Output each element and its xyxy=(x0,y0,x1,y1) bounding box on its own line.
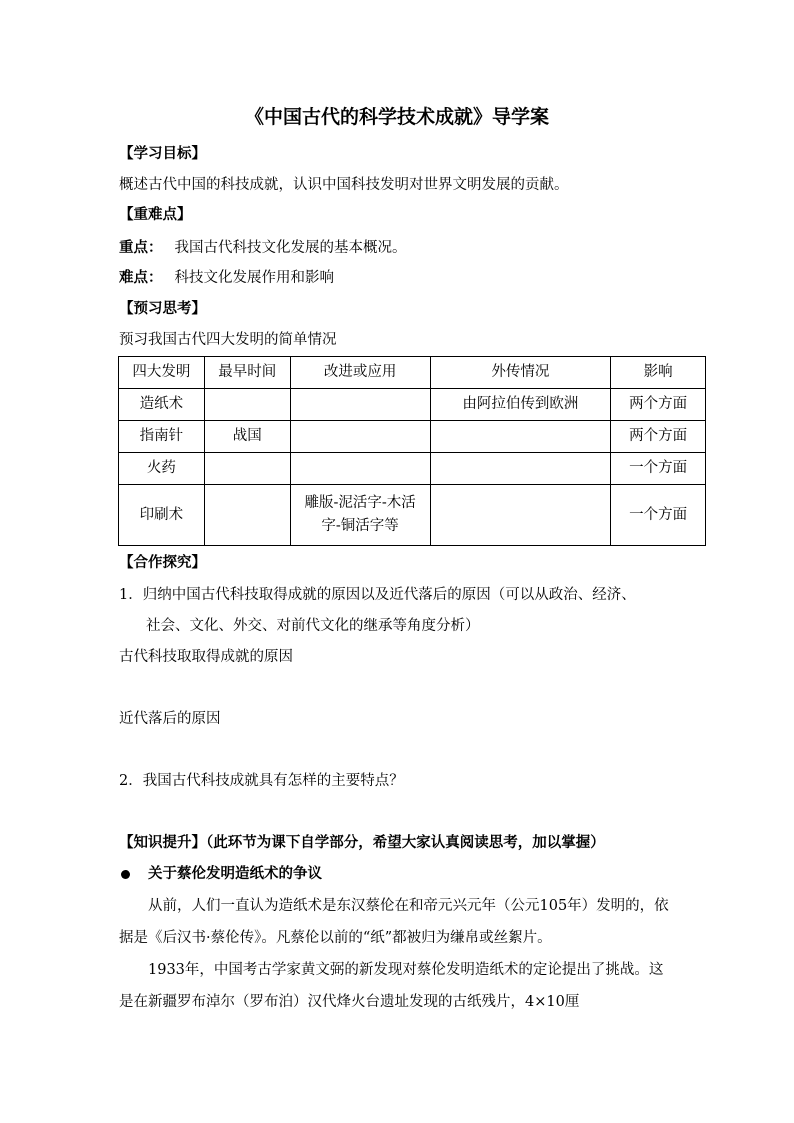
table-cell xyxy=(204,453,290,485)
paragraph-1: 从前，人们一直认为造纸术是东汉蔡伦在和帝元兴元年（公元105年）发明的，依据是《后汉书·蔡伦传》。凡蔡伦以前的“纸”都被归为缣帛或丝絮片。 xyxy=(119,898,669,946)
cooperation-heading: 【合作探究】 xyxy=(119,554,206,571)
table-header-cell: 最早时间 xyxy=(204,357,290,389)
question-1-sub-ancient: 古代科技取取得成就的原因 xyxy=(119,649,293,665)
difficult-point-row xyxy=(119,268,334,288)
table-cell xyxy=(430,485,611,546)
table-cell: 一个方面 xyxy=(611,485,706,546)
bullet-icon xyxy=(121,870,130,879)
table-cell: 一个方面 xyxy=(611,453,706,485)
table-cell: 火药 xyxy=(119,453,205,485)
table-row xyxy=(119,421,706,453)
difficult-point-label: 难点： xyxy=(119,269,163,286)
table-cell: 战国 xyxy=(204,421,290,453)
preview-intro: 预习我国古代四大发明的简单情况 xyxy=(119,332,337,348)
goals-heading: 【学习目标】 xyxy=(119,145,206,162)
key-point-row xyxy=(119,238,407,258)
table-cell: 两个方面 xyxy=(611,421,706,453)
table-header-cell: 外传情况 xyxy=(430,357,611,389)
table-cell xyxy=(290,421,430,453)
table-cell xyxy=(290,389,430,421)
table-row xyxy=(119,453,706,485)
key-point-text: 我国古代科技文化发展的基本概况。 xyxy=(174,240,407,256)
goals-text: 概述古代中国的科技成就，认识中国科技发明对世界文明发展的贡献。 xyxy=(119,177,569,193)
inventions-table xyxy=(118,356,706,546)
table-cell: 两个方面 xyxy=(611,389,706,421)
knowledge-heading-note: （此环节为课下自学部分，希望大家认真阅读思考，加以掌握） xyxy=(206,834,605,851)
table-cell: 由阿拉伯传到欧洲 xyxy=(430,389,611,421)
table-cell xyxy=(290,453,430,485)
key-point-label: 重点： xyxy=(119,239,163,256)
question-1-line-1: 1．归纳中国古代科技取得成就的原因以及近代落后的原因（可以从政治、经济、 xyxy=(119,587,636,603)
knowledge-heading: 【知识提升】 xyxy=(119,834,206,851)
table-header-row xyxy=(119,357,706,389)
question-1-line-2: 社会、文化、外交、对前代文化的继承等角度分析） xyxy=(146,618,480,634)
table-row xyxy=(119,485,706,546)
table-cell xyxy=(204,389,290,421)
preview-heading: 【预习思考】 xyxy=(119,300,206,317)
difficult-point-text: 科技文化发展作用和影响 xyxy=(174,270,334,286)
bullet-title: 关于蔡伦发明造纸术的争议 xyxy=(148,865,322,882)
table-cell: 印刷术 xyxy=(119,485,205,546)
table-cell xyxy=(204,485,290,546)
question-1-sub-modern: 近代落后的原因 xyxy=(119,711,221,727)
table-cell xyxy=(430,421,611,453)
table-cell: 造纸术 xyxy=(119,389,205,421)
table-cell: 指南针 xyxy=(119,421,205,453)
key-points-heading: 【重难点】 xyxy=(119,206,192,223)
knowledge-heading-row xyxy=(119,833,605,853)
paragraph-2: 1933年，中国考古学家黄文弼的新发现对蔡伦发明造纸术的定论提出了挑战。这是在新疆罗布淖尔（罗布泊）汉代烽火台遗址发现的古纸残片，4×10厘 xyxy=(119,962,664,1010)
table-cell: 雕版-泥活字-木活字-铜活字等 xyxy=(290,485,430,546)
table-header-cell: 改进或应用 xyxy=(290,357,430,389)
page-title: 《中国古代的科学技术成就》导学案 xyxy=(244,106,549,128)
question-2: 2．我国古代科技成就具有怎样的主要特点？ xyxy=(119,773,404,789)
table-cell xyxy=(430,453,611,485)
table-header-cell: 影响 xyxy=(611,357,706,389)
table-row xyxy=(119,389,706,421)
table-header-cell: 四大发明 xyxy=(119,357,205,389)
